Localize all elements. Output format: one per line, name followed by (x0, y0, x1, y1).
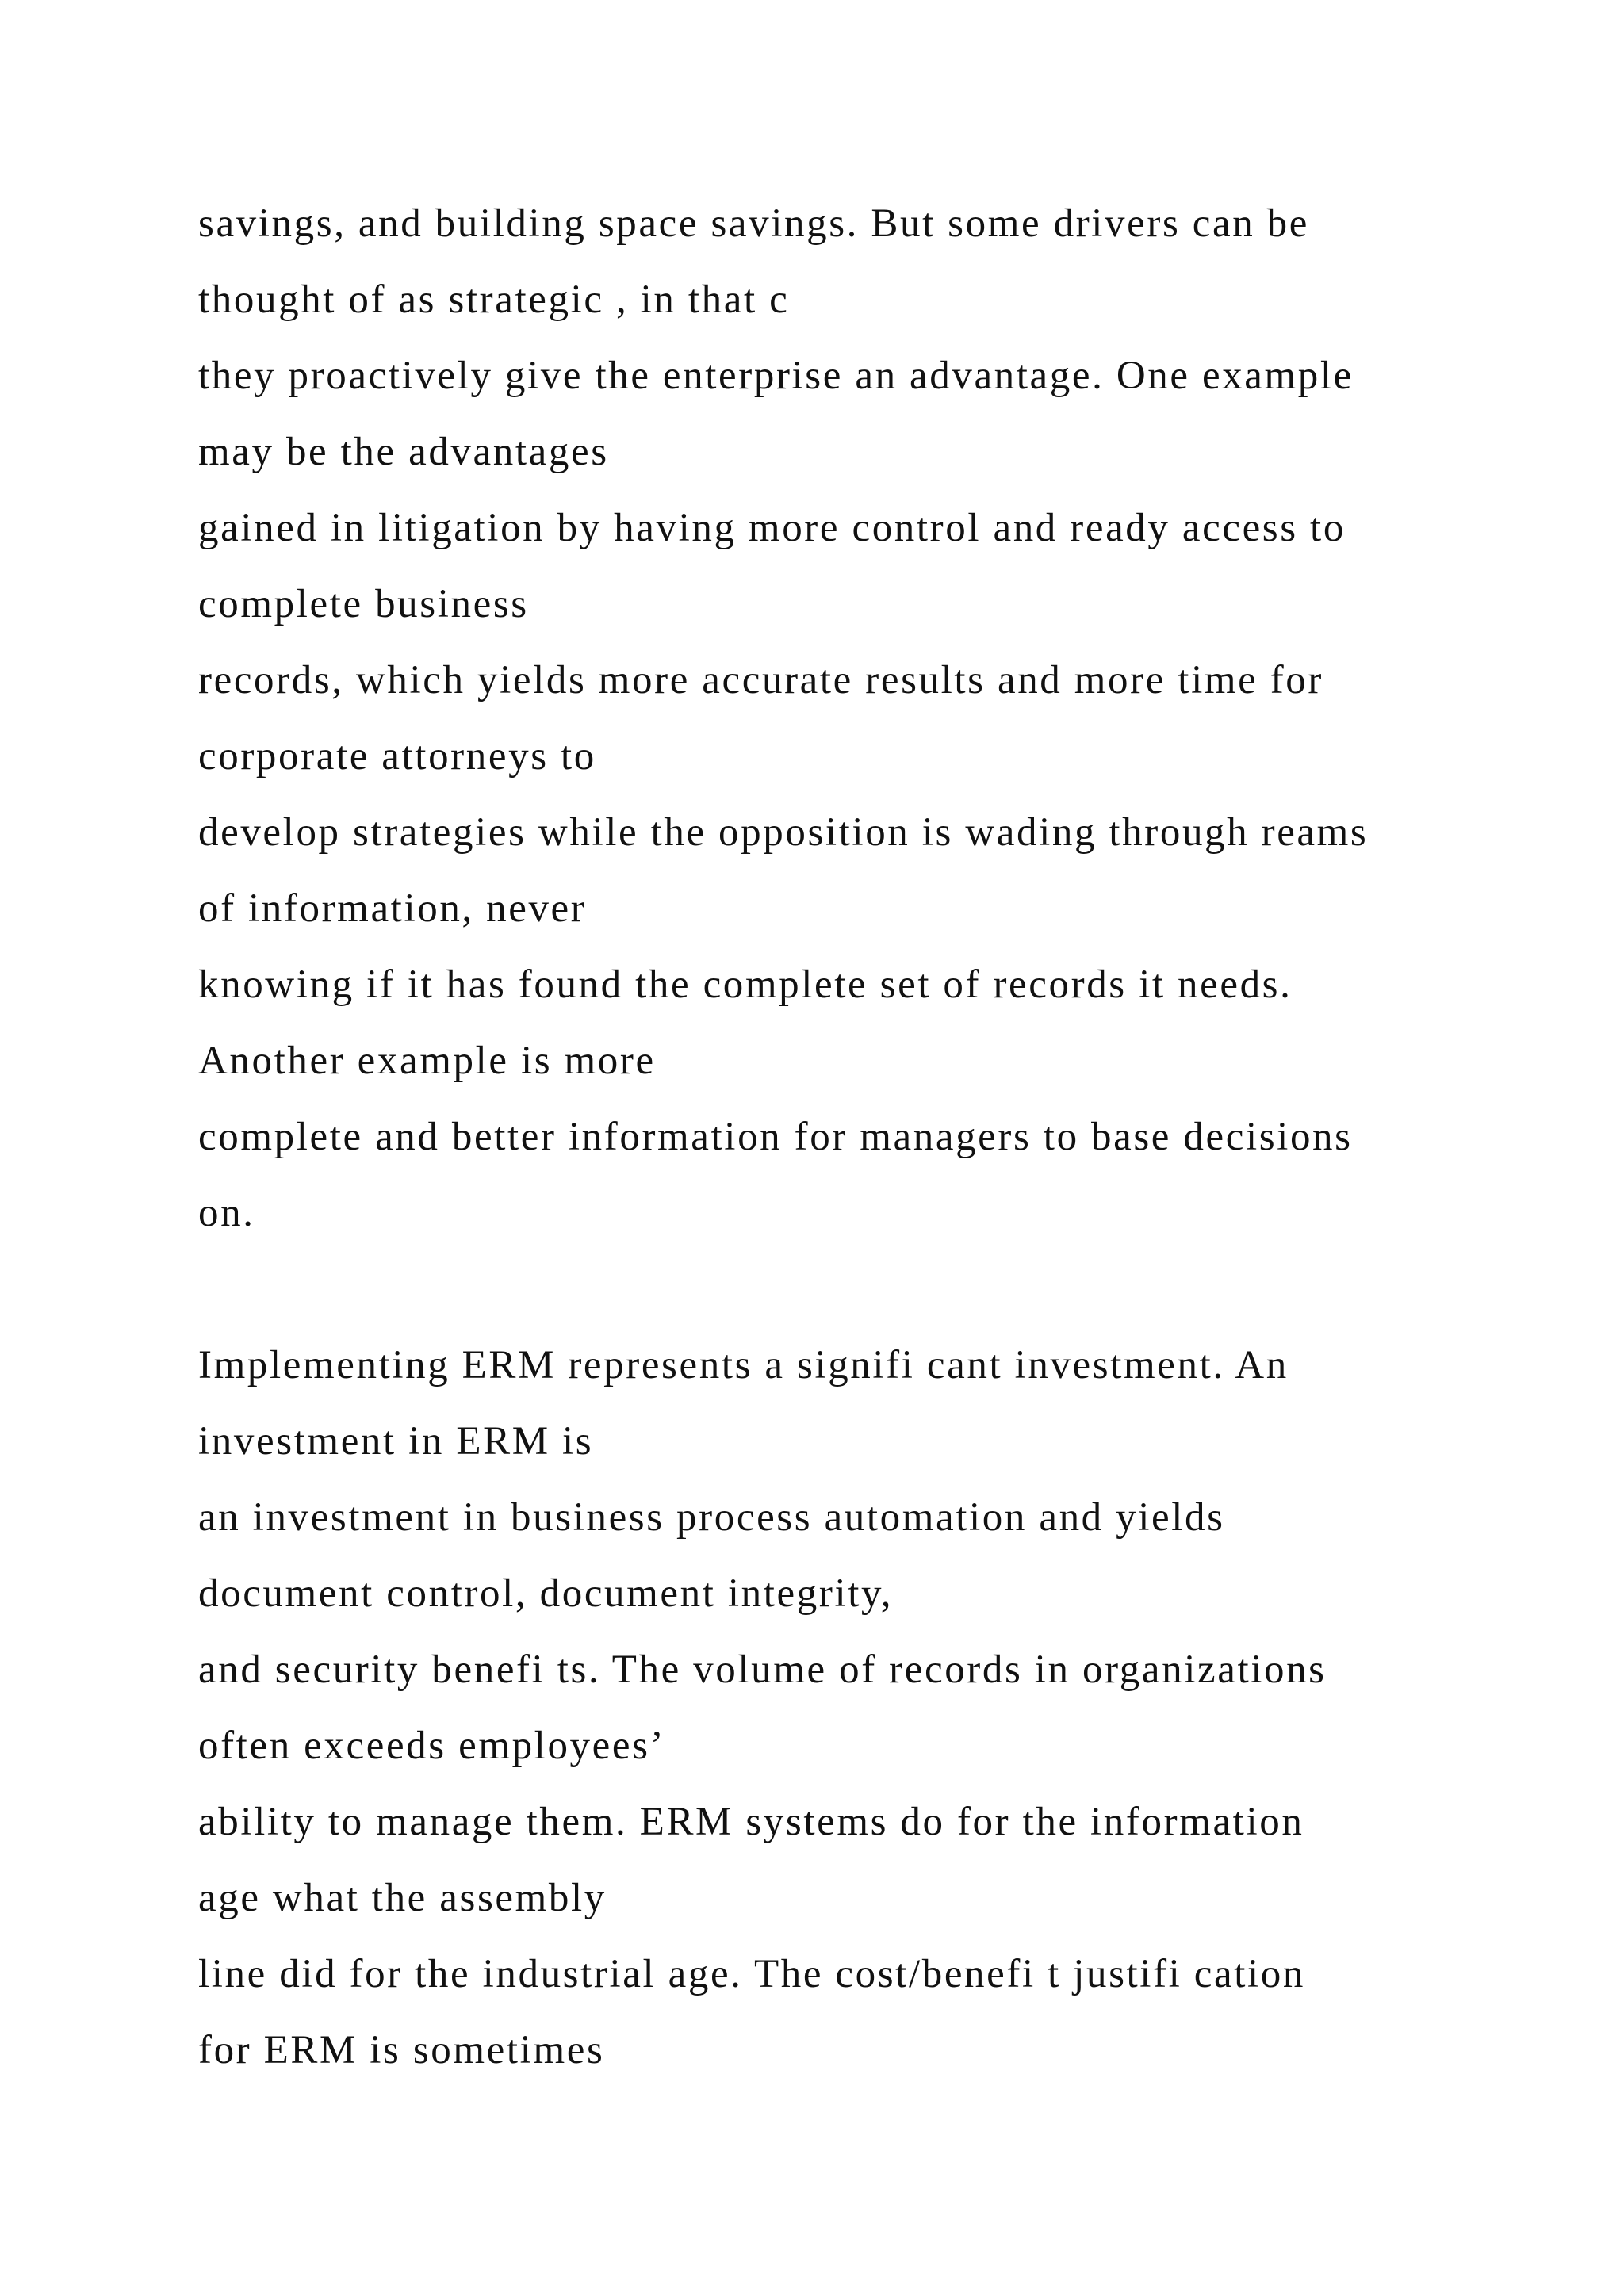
text-line: may be the advantages (198, 430, 609, 474)
text-line: ability to manage them. ERM systems do for the information (198, 1800, 1304, 1844)
text-line: corporate attorneys to (198, 734, 596, 779)
text-line: thought of as strategic , in that c (198, 277, 790, 322)
text-line: often exceeds employees’ (198, 1724, 666, 1768)
text-line: for ERM is sometimes (198, 2028, 605, 2072)
text-line: develop strategies while the opposition is wading through reams (198, 810, 1369, 855)
text-line: document control, document integrity, (198, 1571, 894, 1616)
text-line: line did for the industrial age. The cost/benefi t justifi cation (198, 1952, 1305, 1996)
text-line: knowing if it has found the complete set of records it needs. (198, 962, 1293, 1007)
text-line: Another example is more (198, 1039, 656, 1083)
text-line: an investment in business process automation and yields (198, 1495, 1225, 1540)
text-line: records, which yields more accurate results and more time for (198, 658, 1323, 702)
text-line: age what the assembly (198, 1876, 607, 1920)
text-line: on. (198, 1191, 255, 1235)
text-line: savings, and building space savings. But some drivers can be (198, 201, 1310, 246)
text-line: Implementing ERM represents a signifi cant investment. An (198, 1343, 1289, 1387)
text-line: investment in ERM is (198, 1419, 594, 1464)
text-line: gained in litigation by having more control and ready access to (198, 506, 1346, 550)
text-line: and security benefi ts. The volume of records in organizations (198, 1647, 1327, 1692)
text-line: complete and better information for managers to base decisions (198, 1115, 1353, 1159)
text-line: of information, never (198, 886, 587, 931)
text-line: complete business (198, 582, 529, 626)
text-line: they proactively give the enterprise an advantage. One example (198, 354, 1354, 398)
